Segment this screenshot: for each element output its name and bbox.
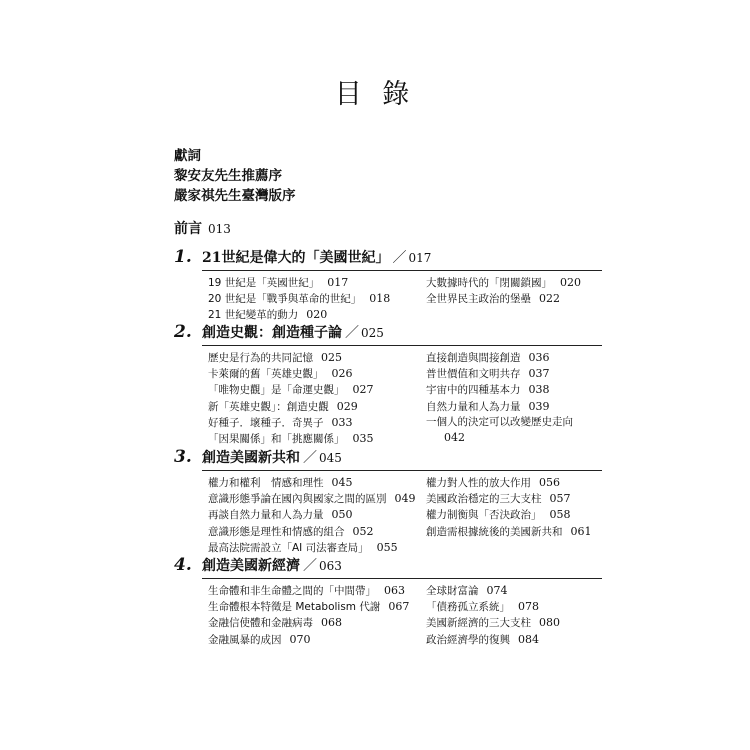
front-item-foreword-yan: 嚴家祺先生臺灣版序 <box>174 188 296 204</box>
section-page: 050 <box>331 508 353 522</box>
section-entry <box>208 350 438 366</box>
chapter-title: 21世紀是偉大的「美國世紀」 <box>202 250 390 266</box>
chapter-number: 4. <box>174 555 192 575</box>
chapter-3 <box>174 447 604 554</box>
section-title: 宇宙中的四種基本力 <box>426 384 521 397</box>
section-page: 038 <box>528 383 550 397</box>
section-title: 直接創造與間接創造 <box>426 352 521 364</box>
section-entry <box>426 524 616 540</box>
section-title: 美國新經濟的三大支柱 <box>426 617 531 630</box>
chapter-heading <box>174 555 604 577</box>
section-title: 再談自然力量和人為力量 <box>208 509 324 522</box>
chapter-2 <box>174 322 604 446</box>
front-item-foreword-nathan: 黎安友先生推薦序 <box>174 168 282 184</box>
chapter-rule <box>202 470 602 471</box>
section-column-left <box>208 475 438 556</box>
section-entry <box>426 275 616 291</box>
section-title: 卡萊爾的舊「英雄史觀」 <box>208 368 324 381</box>
section-entry <box>426 475 616 491</box>
section-entry <box>426 415 616 445</box>
section-title: 權力制衡與「否決政治」 <box>426 509 542 522</box>
chapter-separator: ／ <box>303 558 317 574</box>
section-title: 新「英雄史觀」：創造史觀 <box>208 400 329 413</box>
chapter-page: 045 <box>319 451 342 465</box>
section-page: 074 <box>486 584 508 597</box>
chapter-rule <box>202 345 602 346</box>
chapter-rule <box>202 578 602 579</box>
section-entry <box>426 399 616 415</box>
section-entry <box>208 275 438 291</box>
section-column-left <box>208 350 438 447</box>
section-entry <box>208 507 438 523</box>
chapter-heading <box>174 322 604 344</box>
section-page: 020 <box>306 308 328 322</box>
chapter-page: 063 <box>319 559 342 573</box>
section-title: 金融信使體和金融病毒 <box>208 617 313 630</box>
section-entry <box>426 350 616 366</box>
page-title: 目 錄 <box>334 79 416 110</box>
section-entry <box>208 583 438 599</box>
preface-entry <box>174 218 231 238</box>
section-entry <box>426 491 616 507</box>
section-page: 070 <box>289 632 311 646</box>
section-entry <box>426 291 616 307</box>
section-title: 「債務孤立系統」 <box>426 601 510 614</box>
chapter-4 <box>174 555 604 646</box>
chapter-heading <box>174 447 604 469</box>
section-page: 022 <box>539 292 560 306</box>
section-page: 018 <box>369 292 391 306</box>
section-title: 21 世紀變革的動力 <box>208 309 299 322</box>
section-entry <box>208 415 438 431</box>
section-page: 045 <box>331 476 353 489</box>
section-title: 意識形態爭論在國內與國家之間的區別 <box>208 493 387 506</box>
section-entry <box>208 382 438 398</box>
chapter-title: 創造美國新共和 <box>202 450 300 466</box>
section-title: 大數據時代的「閉關鎖國」 <box>426 277 552 289</box>
section-title: 一個人的決定可以改變歷史走向 <box>426 415 573 428</box>
section-page: 080 <box>539 616 560 630</box>
section-entry <box>426 632 616 648</box>
chapter-title: 創造史觀：創造種子論 <box>202 325 342 341</box>
chapter-number: 1. <box>174 247 192 267</box>
section-column-left <box>208 275 438 324</box>
section-page: 026 <box>331 367 353 381</box>
section-page: 049 <box>394 492 416 506</box>
section-page: 061 <box>570 524 592 538</box>
section-title: 創造需根據統後的美國新共和 <box>426 525 563 538</box>
section-page: 078 <box>518 600 539 614</box>
section-entry <box>426 366 616 382</box>
chapter-number: 3. <box>174 447 192 467</box>
section-title: 自然力量和人為力量 <box>426 400 521 413</box>
section-page: 025 <box>321 351 342 364</box>
chapter-separator: ／ <box>303 450 317 466</box>
section-title: 生命體和非生命體之間的「中間帶」 <box>208 585 376 597</box>
front-item-dedication: 獻詞 <box>174 148 201 164</box>
section-title: 最高法院需設立「AI 司法審查局」 <box>208 541 369 554</box>
front-matter <box>174 146 296 206</box>
section-title: 好種子．壞種子．奇異子 <box>208 416 324 429</box>
section-page: 057 <box>549 492 571 506</box>
section-page: 035 <box>352 432 374 446</box>
section-title: 金融風暴的成因 <box>208 633 282 646</box>
section-page: 036 <box>528 351 550 364</box>
section-entry <box>208 366 438 382</box>
section-page: 017 <box>327 276 349 289</box>
section-entry <box>208 540 438 556</box>
section-entry <box>208 632 438 648</box>
section-title: 歷史是行為的共同記憶 <box>208 352 313 364</box>
section-page: 067 <box>388 600 410 614</box>
preface-label: 前言 <box>174 221 202 237</box>
section-page: 052 <box>352 524 374 538</box>
section-title: 全世界民主政治的堡壘 <box>426 293 531 306</box>
section-page: 058 <box>549 508 571 522</box>
section-page: 020 <box>560 276 581 289</box>
section-column-right <box>426 275 616 307</box>
section-title: 「因果關係」和「挑應關係」 <box>208 433 345 446</box>
chapter-page: 025 <box>361 326 384 340</box>
chapter-page: 017 <box>408 251 432 265</box>
section-page: 027 <box>352 383 374 397</box>
section-page: 033 <box>331 415 353 429</box>
section-page: 055 <box>376 540 398 554</box>
section-page: 039 <box>528 399 550 413</box>
section-page: 068 <box>321 616 342 630</box>
section-column-left <box>208 583 438 648</box>
section-title: 政治經濟學的復興 <box>426 633 510 646</box>
section-title: 普世價值和文明共存 <box>426 368 521 381</box>
section-title: 權力對人性的放大作用 <box>426 477 531 489</box>
chapter-title: 創造美國新經濟 <box>202 558 300 574</box>
section-entry <box>208 615 438 631</box>
section-title: 生命體根本特徵是 Metabolism 代謝 <box>208 601 381 614</box>
section-column-right <box>426 475 616 540</box>
section-entry <box>208 399 438 415</box>
section-column-right <box>426 583 616 648</box>
section-entry <box>208 475 438 491</box>
section-page: 042 <box>444 431 465 445</box>
section-page: 056 <box>539 476 560 489</box>
chapter-1 <box>174 247 604 322</box>
chapter-separator: ／ <box>392 250 407 266</box>
section-page: 037 <box>528 367 550 381</box>
section-title: 意識形態是理性和情感的組合 <box>208 525 345 538</box>
section-title: 全球財富論 <box>426 585 479 597</box>
section-page: 084 <box>518 632 539 646</box>
section-page: 063 <box>384 584 405 597</box>
section-title: 權力和權利 情感和理性 <box>208 477 324 489</box>
section-entry <box>208 431 438 447</box>
section-entry <box>426 599 616 615</box>
section-entry <box>208 291 438 307</box>
section-page: 029 <box>336 399 358 413</box>
section-title: 19 世紀是「英國世紀」 <box>208 277 320 289</box>
section-entry <box>426 382 616 398</box>
chapter-heading <box>174 247 604 269</box>
chapter-rule <box>202 270 602 271</box>
section-title: 美國政治穩定的三大支柱 <box>426 493 542 506</box>
section-entry <box>426 615 616 631</box>
section-entry <box>426 507 616 523</box>
section-entry <box>208 491 438 507</box>
section-entry <box>426 583 616 599</box>
preface-page: 013 <box>208 222 231 236</box>
section-title: 「唯物史觀」是「命運史觀」 <box>208 384 345 397</box>
section-title: 20 世紀是「戰爭與革命的世紀」 <box>208 293 362 306</box>
section-entry <box>208 524 438 540</box>
chapter-separator: ／ <box>345 325 359 341</box>
section-column-right <box>426 350 616 445</box>
chapter-number: 2. <box>174 322 192 342</box>
section-entry <box>208 599 438 615</box>
